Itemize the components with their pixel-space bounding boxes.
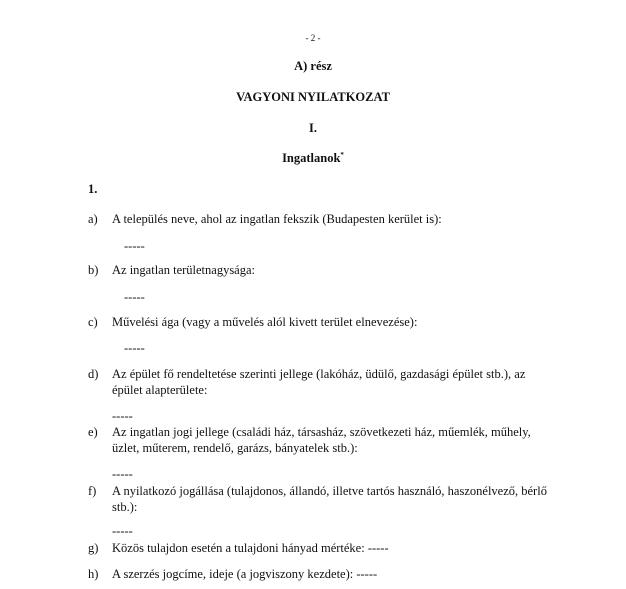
answer-c: ----- bbox=[124, 341, 145, 355]
item-letter-e: e) bbox=[88, 425, 98, 439]
document-title: VAGYONI NYILATKOZAT bbox=[236, 90, 390, 104]
item-letter-c: c) bbox=[88, 315, 98, 329]
item-letter-h: h) bbox=[88, 567, 99, 581]
item-text-c: Művelési ága (vagy a művelés alól kivett terület elnevezése): bbox=[112, 315, 418, 329]
item-letter-b: b) bbox=[88, 263, 99, 277]
item-letter-g: g) bbox=[88, 541, 99, 555]
page-number: - 2 - bbox=[305, 33, 321, 43]
answer-d: ----- bbox=[112, 409, 133, 423]
section-number: I. bbox=[309, 121, 317, 135]
item-text-g: Közös tulajdon esetén a tulajdoni hányad mértéke: ----- bbox=[112, 541, 389, 555]
section-title-text: Ingatlanok bbox=[282, 151, 341, 165]
item-text-d-line2: épület alapterülete: bbox=[112, 383, 208, 397]
section-title bbox=[0, 150, 626, 166]
item-text-d-line1: Az épület fő rendeltetése szerinti jellege (lakóház, üdülő, gazdasági épület stb.), az bbox=[112, 367, 526, 381]
item-text-f-line1: A nyilatkozó jogállása (tulajdonos, állandó, illetve tartós használó, haszonélvező, bérlő bbox=[112, 484, 547, 498]
item-text-e-line2: üzlet, műterem, rendelő, garázs, bányatelek stb.): bbox=[112, 441, 358, 455]
part-heading: A) rész bbox=[294, 59, 332, 73]
answer-b: ----- bbox=[124, 290, 145, 304]
answer-a: ----- bbox=[124, 239, 145, 253]
item-text-f-line2: stb.): bbox=[112, 500, 138, 514]
answer-e: ----- bbox=[112, 467, 133, 481]
item-letter-d: d) bbox=[88, 367, 99, 381]
item-text-a: A település neve, ahol az ingatlan fekszik (Budapesten kerület is): bbox=[112, 212, 442, 226]
item-number: 1. bbox=[88, 182, 98, 196]
answer-f: ----- bbox=[112, 524, 133, 538]
item-text-b: Az ingatlan területnagysága: bbox=[112, 263, 255, 277]
item-letter-f: f) bbox=[88, 484, 97, 498]
item-text-h: A szerzés jogcíme, ideje (a jogviszony kezdete): ----- bbox=[112, 567, 378, 581]
footnote-marker: * bbox=[340, 150, 344, 159]
item-text-e-line1: Az ingatlan jogi jellege (családi ház, társasház, szövetkezeti ház, műemlék, műhely, bbox=[112, 425, 531, 439]
item-letter-a: a) bbox=[88, 212, 98, 226]
